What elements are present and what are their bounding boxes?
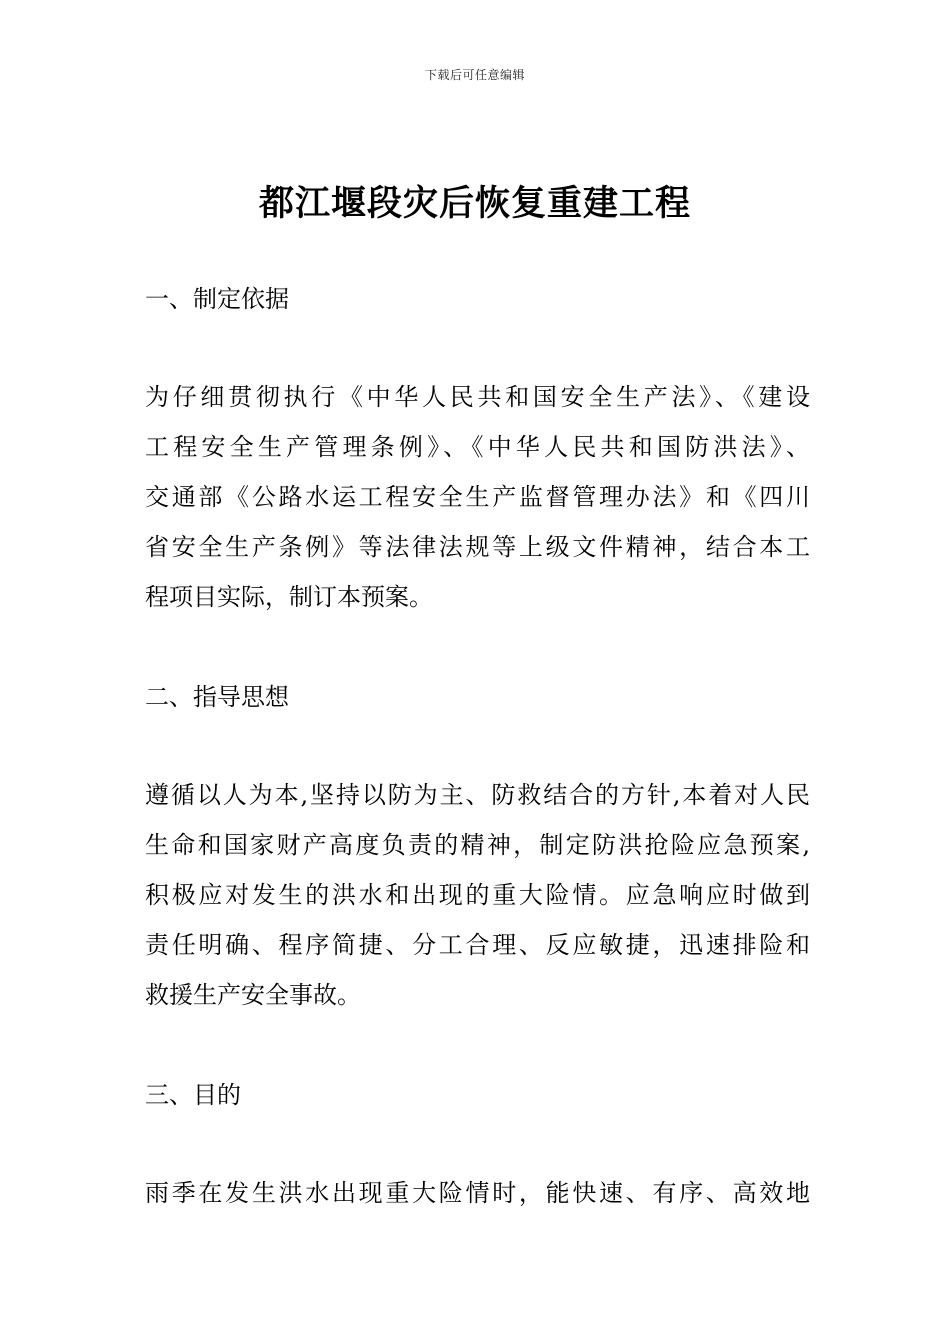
section-paragraph-basis [145,372,810,622]
paragraph-line: 程项目实际，制订本预案。 [145,583,433,611]
paragraph-line: 生命和国家财产高度负责的精神，制定防洪抢险应急预案, [145,831,810,859]
paragraph-line: 遵循以人为本,坚持以防为主、防救结合的方针,本着对人民 [145,781,810,809]
paragraph-line: 责任明确、程序简捷、分工合理、反应敏捷，迅速排险和 [145,931,810,959]
paragraph-line: 工程安全生产管理条例》、《中华人民共和国防洪法》、 [145,433,810,461]
document-title: 都江堰段灾后恢复重建工程 [258,183,691,224]
section-heading-purpose: 三、目的 [145,1081,241,1109]
paragraph-line: 雨季在发生洪水出现重大险情时，能快速、有序、高效地 [145,1179,810,1207]
paragraph-line: 交通部《公路水运工程安全生产监督管理办法》和《四川 [145,483,810,511]
section-paragraph-guiding-idea [145,770,810,1020]
section-heading-guiding-idea: 二、指导思想 [145,683,289,711]
paragraph-line: 省安全生产条例》等法律法规等上级文件精神，结合本工 [145,533,810,561]
paragraph-line: 为仔细贯彻执行《中华人民共和国安全生产法》、《建设 [145,383,810,411]
paragraph-line: 救援生产安全事故。 [145,981,361,1009]
section-paragraph-purpose [145,1168,810,1218]
header-note: 下载后可任意编辑 [424,68,525,82]
section-heading-basis: 一、制定依据 [145,285,289,313]
paragraph-line: 积极应对发生的洪水和出现的重大险情。应急响应时做到 [145,881,810,909]
